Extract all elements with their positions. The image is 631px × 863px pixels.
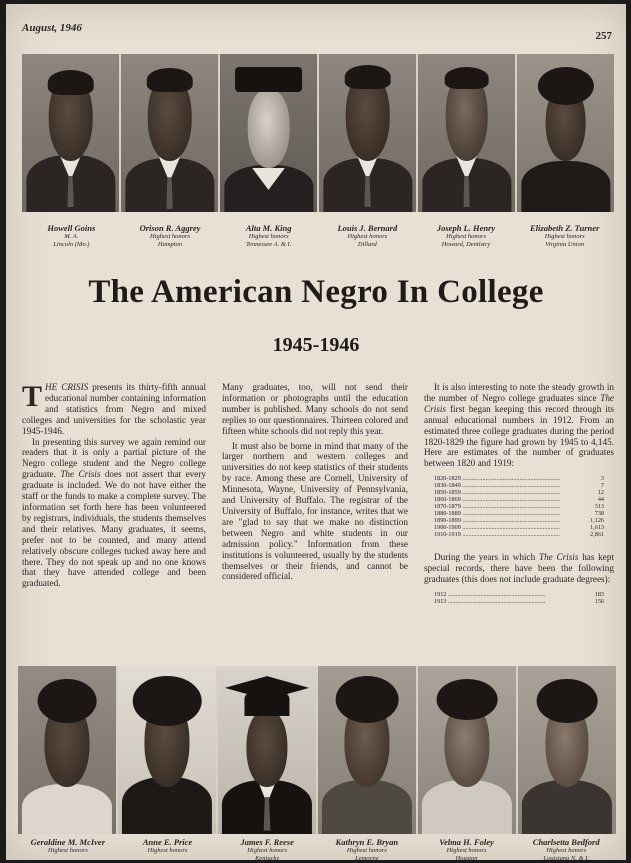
photo-caption — [516, 838, 616, 860]
graduate-name: Howell Goins — [47, 223, 96, 233]
graduate-school: Lemoyne — [355, 854, 379, 860]
portrait-photo — [517, 54, 614, 212]
article-column-2 — [222, 382, 408, 582]
photo-caption — [417, 224, 516, 248]
graduate-name: Alta M. King — [245, 223, 292, 233]
body-paragraph: It is also interesting to note the steady growth in the number of Negro college graduates since The Crisis first began keeping this record through its annual educational numbers in 1912. From an estimated three college graduates during the period 1820-1829 the figure had grown by 1945 to 4,145. Here are estimates of the number of graduates between 1820 and 1919: — [424, 382, 614, 469]
body-paragraph: In presenting this survey we again remind our readers that it is only a partial picture of the Negro college student and the Negro college graduate. The Crisis does not assert that every graduate is included. We do not have either the staff or the funds to make a complete survey. The information set forth here has been volunteered by registrars, individuals, the students themselves and their relatives. Many graduates, it seems, prefer not to be counted, and many attend relatively obscure colleges tucked away here and there. They do not speak up and no one knows that they have attended college and been graduated. — [22, 436, 206, 589]
graduate-name: Kathryn E. Bryan — [335, 837, 399, 847]
table-row: 1870-1879 ..... 313 — [434, 503, 604, 510]
intro-paragraph: THE CRISIS presents its thirty-fifth annual educational number containing information and statistics from Negro and mixed colleges and universities for the scholastic year 1945-1946. — [22, 380, 207, 436]
table-row: 1913 ..... 156 — [434, 598, 604, 605]
graduate-school: Houston — [455, 854, 478, 860]
body-paragraph: It must also be borne in mind that many of the larger northern and western colleges and universities do not keep statistics of their students by race. Among these are Cornell, University of Minnesota, Wayne, University of Pennsylvania, and University of Buffalo. The registrar of the University of Buffalo, for instance, writes that we are "glad to say that we make no distinction between Negro and white students in our admission policy." Information from these institutions is volunteered, usually by the students themselves or their friends, and cannot be considered official. — [222, 440, 408, 582]
table-row: 1880-1889 ..... 738 — [434, 510, 604, 517]
photo-caption — [22, 224, 121, 248]
graduate-school: Howard, Dentistry — [441, 240, 491, 248]
portrait-photo — [318, 666, 418, 834]
graduate-honor: Highest honors — [544, 233, 585, 240]
graduate-honor: Highest honors — [147, 847, 188, 854]
graduate-name: Anne E. Price — [142, 837, 193, 847]
graduate-honor: Highest honors — [546, 847, 587, 854]
graduate-school: Tennessee A. & I. — [246, 240, 292, 248]
bottom-photo-row — [18, 666, 616, 834]
graduate-school: Kentucky — [255, 854, 280, 860]
portrait-photo — [518, 666, 616, 834]
graduate-school: Virginia Union — [545, 240, 585, 248]
graduate-honor: Highest honors — [347, 233, 388, 240]
graduate-name: Velma H. Foley — [439, 837, 494, 847]
graduate-school: Dillard — [357, 240, 377, 248]
photo-caption — [515, 224, 614, 248]
graduate-school: Lincoln (Mo.) — [53, 240, 90, 248]
top-captions — [22, 224, 614, 248]
graduate-honor: Highest honors — [446, 847, 487, 854]
body-paragraph: Many graduates, too, will not send their information or photographs until the education number is published. Many schools do not send replies to our questionnaires. Thirteen colored and fifteen white schools did not reply this year. — [222, 382, 408, 436]
graduate-school: Hampton — [157, 240, 183, 248]
article-title: The American Negro In College — [88, 274, 544, 310]
graduate-honor: Highest honors — [346, 847, 387, 854]
bottom-captions — [18, 838, 616, 860]
portrait-photo — [121, 54, 220, 212]
photo-caption — [118, 838, 218, 860]
photo-caption — [318, 224, 417, 248]
drop-cap: T — [22, 380, 43, 413]
photo-caption — [121, 224, 220, 248]
photo-caption — [317, 838, 417, 860]
graduate-name: Louis J. Bernard — [337, 223, 398, 233]
graduate-honor: Highest honors — [247, 847, 288, 854]
article-subtitle: 1945-1946 — [272, 334, 360, 356]
graduate-honor: M. A. — [64, 233, 79, 240]
portrait-photo — [22, 54, 121, 212]
table-row: 1860-1869 ..... 44 — [434, 496, 604, 503]
photo-caption — [217, 838, 317, 860]
issue-date: August, 1946 — [22, 22, 82, 34]
graduate-honor: Highest honors — [446, 233, 486, 240]
portrait-photo — [18, 666, 118, 834]
graduate-name: Geraldine M. McIver — [30, 837, 106, 847]
table-row: 1820-1829 ..... 3 — [434, 475, 604, 482]
photo-caption — [219, 224, 318, 248]
graduate-school: Louisiana N. & I. — [543, 854, 590, 860]
magazine-page — [6, 4, 626, 860]
portrait-photo — [319, 54, 418, 212]
graduates-by-year-table — [434, 591, 604, 605]
table-row: 1850-1859 ..... 12 — [434, 489, 604, 496]
graduate-name: Charlsetta Bedford — [532, 837, 600, 847]
graduate-name: Joseph L. Henry — [436, 223, 496, 233]
photo-caption — [18, 838, 118, 860]
portrait-photo — [220, 54, 319, 212]
graduate-honor: Highest honors — [150, 233, 190, 240]
portrait-photo — [418, 54, 517, 212]
portrait-photo — [118, 666, 218, 834]
graduate-name: Elizabeth Z. Turner — [530, 223, 600, 233]
table-row: 1910-1919 ..... 2,861 — [434, 531, 604, 538]
graduate-name: Orison R. Aggrey — [139, 223, 201, 233]
page-number: 257 — [595, 30, 612, 42]
graduate-honor: Highest honors — [47, 847, 88, 854]
table-row: 1912 ..... 183 — [434, 591, 604, 598]
table-row: 1830-1849 ..... 7 — [434, 482, 604, 489]
photo-caption — [417, 838, 517, 860]
table-row: 1890-1899 ..... 1,126 — [434, 517, 604, 524]
article-column-3 — [424, 382, 614, 613]
body-paragraph: During the years in which The Crisis has kept special records, there have been the following graduates (this does not include graduate degrees): — [424, 552, 614, 585]
graduate-name: James F. Reese — [240, 837, 294, 847]
portrait-photo — [218, 666, 318, 834]
graduate-honor: Highest honors — [248, 233, 289, 240]
portrait-photo — [418, 666, 518, 834]
graduates-estimate-table — [434, 475, 604, 538]
top-photo-row — [22, 54, 614, 212]
table-row: 1900-1909 ..... 1,613 — [434, 524, 604, 531]
article-column-1 — [22, 382, 206, 589]
